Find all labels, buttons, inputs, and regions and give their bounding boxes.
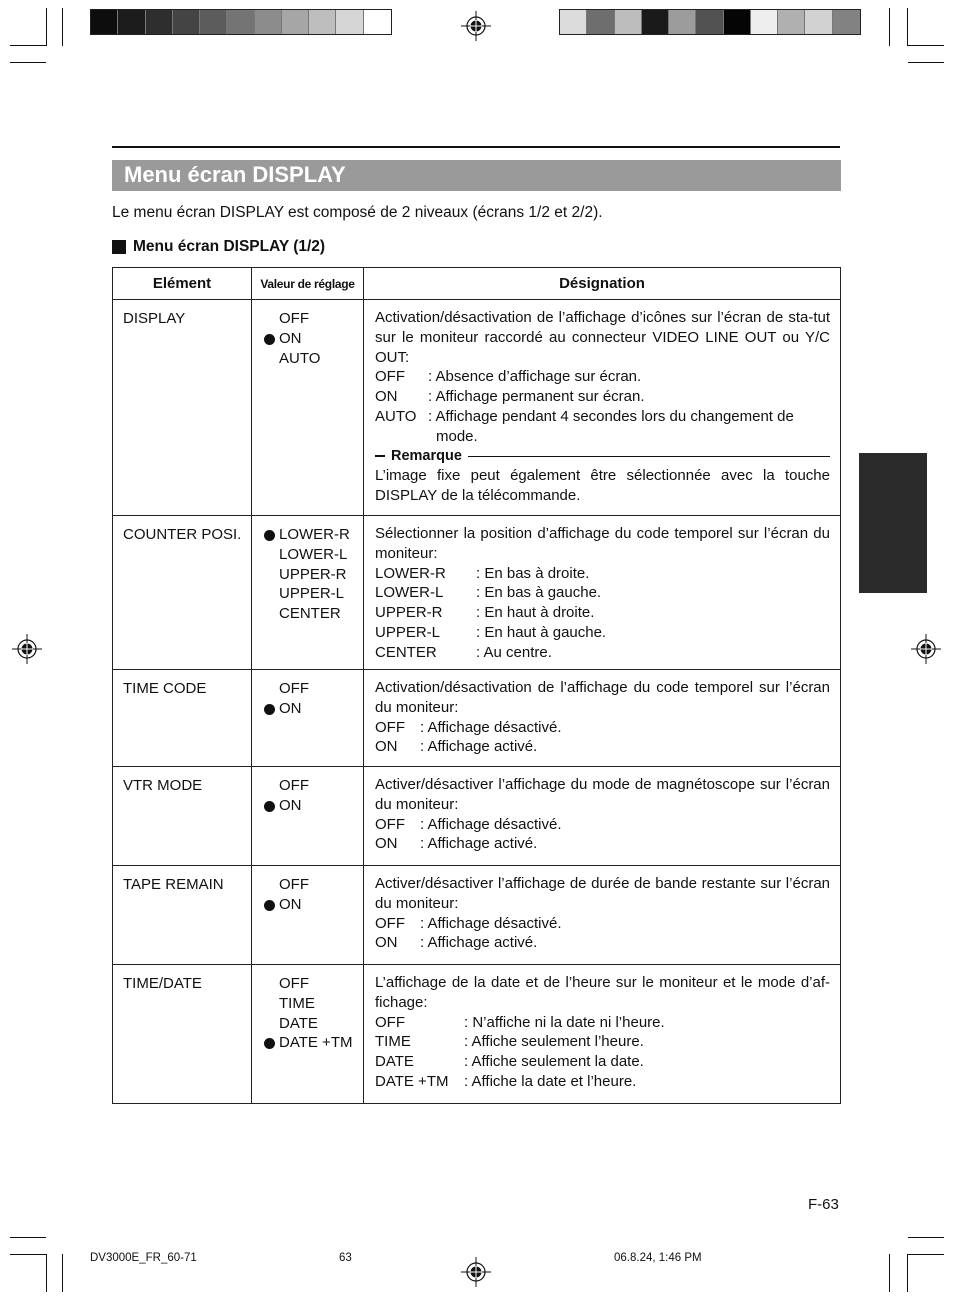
gray-swatch	[778, 10, 805, 34]
gray-swatch	[696, 10, 723, 34]
gray-swatch	[615, 10, 642, 34]
setting-value	[264, 1014, 363, 1034]
element-cell	[113, 516, 252, 670]
table-row	[113, 516, 841, 670]
gray-swatch	[642, 10, 669, 34]
setting-value-label: UPPER-L	[279, 585, 345, 603]
setting-value-label: OFF	[279, 777, 309, 794]
gray-swatch	[227, 10, 254, 34]
value-cell	[252, 516, 364, 670]
default-bullet-icon	[264, 900, 275, 911]
gray-swatch	[724, 10, 751, 34]
option-text: : En haut à droite.	[476, 604, 595, 622]
setting-value-label: OFF	[279, 680, 309, 697]
table-row	[113, 767, 841, 866]
gray-swatch	[833, 10, 860, 34]
option-description	[375, 407, 830, 447]
table-row	[113, 670, 841, 767]
default-bullet-icon	[264, 801, 275, 812]
option-key: ON	[375, 835, 398, 853]
designation-cell	[364, 670, 841, 767]
title-band	[112, 160, 841, 191]
gray-swatch	[560, 10, 587, 34]
gray-swatch	[282, 10, 309, 34]
setting-value-label: OFF	[279, 310, 309, 327]
option-text: : Affichage désactivé.	[420, 815, 562, 833]
option-description	[375, 815, 830, 835]
option-text: : Absence d’affichage sur écran.	[428, 368, 642, 386]
section-heading	[112, 238, 325, 256]
gray-swatch	[173, 10, 200, 34]
option-text: : En bas à droite.	[476, 564, 590, 582]
option-text: : Affichage activé.	[420, 738, 538, 756]
gray-swatch	[255, 10, 282, 34]
option-description	[375, 643, 830, 663]
setting-value	[264, 796, 363, 816]
designation-cell	[364, 965, 841, 1104]
option-key: CENTER	[375, 643, 437, 661]
footer-file: DV3000E_FR_60-71	[90, 1252, 197, 1264]
gray-swatch	[309, 10, 336, 34]
option-key: AUTO	[375, 407, 417, 425]
element-cell	[113, 670, 252, 767]
setting-value	[264, 525, 363, 545]
option-description	[375, 1013, 830, 1033]
setting-value-label: OFF	[279, 876, 309, 893]
left-gray-scale-bar	[90, 9, 392, 35]
value-cell	[252, 767, 364, 866]
setting-value	[264, 1033, 363, 1053]
setting-value-label: DATE +TM	[279, 1034, 353, 1052]
option-key: LOWER-L	[375, 584, 444, 602]
registration-mark-icon	[12, 634, 42, 664]
default-bullet-icon	[264, 1038, 275, 1049]
setting-value-label: ON	[279, 895, 302, 913]
setting-value	[264, 565, 363, 585]
option-key: OFF	[375, 718, 405, 736]
element-name: TIME CODE	[123, 680, 207, 697]
option-text: : Affichage désactivé.	[420, 914, 562, 932]
header-designation: Désignation	[364, 268, 841, 300]
option-key: UPPER-R	[375, 604, 443, 622]
designation-intro: L’affichage de la date et de l’heure sur le moniteur et le mode d’af-fichage:	[375, 974, 830, 1011]
gray-swatch	[364, 10, 391, 34]
option-description	[375, 914, 830, 934]
option-description	[375, 718, 830, 738]
option-key: OFF	[375, 1013, 405, 1031]
setting-value	[264, 349, 363, 369]
element-name: TAPE REMAIN	[123, 876, 224, 893]
value-cell	[252, 670, 364, 767]
menu-table	[112, 267, 841, 1104]
designation-intro: Sélectionner la position d’affichage du code temporel sur l’écran du moniteur:	[375, 525, 830, 562]
gray-swatch	[336, 10, 363, 34]
option-text: : Affichage permanent sur écran.	[428, 388, 645, 406]
option-key: ON	[375, 388, 398, 406]
option-key: DATE	[375, 1053, 414, 1071]
option-description	[375, 834, 830, 854]
option-key: ON	[375, 738, 398, 756]
gray-swatch	[146, 10, 173, 34]
setting-value	[264, 309, 363, 329]
option-key: OFF	[375, 914, 405, 932]
option-text: : Affiche la date et l’heure.	[464, 1072, 637, 1090]
element-name: COUNTER POSI.	[123, 526, 242, 543]
option-description	[375, 387, 830, 407]
gray-swatch	[118, 10, 145, 34]
option-text: : Affichage activé.	[420, 934, 538, 952]
page-number: F-63	[808, 1196, 839, 1213]
option-description	[375, 1052, 830, 1072]
setting-value-label: CENTER	[279, 605, 341, 623]
option-key: TIME	[375, 1033, 411, 1051]
option-description	[375, 737, 830, 757]
option-description	[375, 1032, 830, 1052]
gray-swatch	[91, 10, 118, 34]
value-cell	[252, 965, 364, 1104]
setting-value	[264, 584, 363, 604]
option-description	[375, 367, 830, 387]
option-text: : Affichage pendant 4 secondes lors du changement de mode.	[428, 407, 794, 445]
gray-swatch	[669, 10, 696, 34]
value-cell	[252, 300, 364, 516]
element-cell	[113, 866, 252, 965]
registration-mark-icon	[461, 11, 491, 41]
option-key: DATE +TM	[375, 1072, 449, 1090]
note-heading	[375, 447, 830, 467]
option-description	[375, 603, 830, 623]
setting-value-label: LOWER-L	[279, 545, 348, 563]
page-title: Menu écran DISPLAY	[124, 162, 346, 187]
setting-value-label: ON	[279, 796, 302, 814]
element-name: DISPLAY	[123, 310, 186, 327]
option-key: OFF	[375, 368, 405, 386]
setting-value	[264, 776, 363, 796]
option-description	[375, 933, 830, 953]
setting-value	[264, 604, 363, 624]
footer-page: 63	[339, 1252, 352, 1264]
element-name: VTR MODE	[123, 777, 203, 794]
setting-value	[264, 875, 363, 895]
designation-intro: Activer/désactiver l’affichage de durée de bande restante sur l’écran du moniteur:	[375, 875, 830, 912]
setting-value	[264, 974, 363, 994]
setting-value-label: ON	[279, 699, 302, 717]
registration-mark-icon	[911, 634, 941, 664]
table-header-row	[113, 268, 841, 300]
option-text: : Au centre.	[476, 643, 552, 661]
designation-intro: Activation/désactivation de l’affichage du code temporel sur l’écran du moniteur:	[375, 679, 830, 716]
gray-swatch	[805, 10, 832, 34]
setting-value-label: TIME	[279, 994, 315, 1012]
option-text: : Affiche seulement la date.	[464, 1053, 644, 1071]
setting-value	[264, 994, 363, 1014]
designation-cell	[364, 300, 841, 516]
footer-timestamp: 06.8.24, 1:46 PM	[614, 1252, 702, 1264]
header-value: Valeur de réglage	[252, 268, 364, 300]
table-row	[113, 965, 841, 1104]
setting-value-label: OFF	[279, 975, 309, 992]
default-bullet-icon	[264, 530, 275, 541]
value-cell	[252, 866, 364, 965]
default-bullet-icon	[264, 334, 275, 345]
registration-mark-icon	[461, 1257, 491, 1287]
gray-swatch	[751, 10, 778, 34]
setting-value-label: UPPER-R	[279, 565, 347, 583]
setting-value-label: LOWER-R	[279, 526, 350, 543]
option-description	[375, 623, 830, 643]
gray-swatch	[200, 10, 227, 34]
square-bullet-icon	[112, 240, 126, 254]
note-title: Remarque	[391, 447, 462, 464]
option-key: UPPER-L	[375, 623, 441, 641]
designation-cell	[364, 516, 841, 670]
section-title: Menu écran DISPLAY (1/2)	[133, 238, 326, 255]
option-key: LOWER-R	[375, 564, 446, 582]
gray-swatch	[587, 10, 614, 34]
element-name: TIME/DATE	[123, 975, 202, 992]
element-cell	[113, 300, 252, 516]
option-text: : Affiche seulement l’heure.	[464, 1033, 644, 1051]
option-key: ON	[375, 934, 398, 952]
option-text: : N’affiche ni la date ni l’heure.	[464, 1013, 665, 1031]
setting-value-label: AUTO	[279, 349, 321, 367]
designation-cell	[364, 866, 841, 965]
setting-value-label: DATE	[279, 1014, 318, 1032]
setting-value	[264, 329, 363, 349]
default-bullet-icon	[264, 704, 275, 715]
table-row	[113, 866, 841, 965]
option-key: OFF	[375, 815, 405, 833]
option-description	[375, 1072, 830, 1092]
option-description	[375, 583, 830, 603]
element-cell	[113, 767, 252, 866]
intro-text: Le menu écran DISPLAY est composé de 2 niveaux (écrans 1/2 et 2/2).	[112, 204, 603, 221]
designation-cell	[364, 767, 841, 866]
setting-value	[264, 679, 363, 699]
top-rule	[112, 146, 840, 148]
designation-intro: Activation/désactivation de l’affichage d’icônes sur l’écran de sta-tut sur le moniteur raccordé au connecteur VIDEO LINE OUT ou Y/C OUT:	[375, 309, 830, 366]
side-tab	[859, 453, 927, 593]
option-text: : En bas à gauche.	[476, 584, 602, 602]
right-gray-scale-bar	[559, 9, 861, 35]
option-text: : En haut à gauche.	[476, 623, 607, 641]
option-description	[375, 564, 830, 584]
setting-value	[264, 895, 363, 915]
setting-value	[264, 699, 363, 719]
table-row	[113, 300, 841, 516]
option-text: : Affichage activé.	[420, 835, 538, 853]
designation-intro: Activer/désactiver l’affichage du mode de magnétoscope sur l’écran du moniteur:	[375, 776, 830, 813]
setting-value-label: ON	[279, 329, 302, 347]
option-text: : Affichage désactivé.	[420, 718, 562, 736]
header-element: Elément	[113, 268, 252, 300]
element-cell	[113, 965, 252, 1104]
note-text: L’image fixe peut également être sélectionnée avec la touche DISPLAY de la télécommande.	[375, 467, 830, 505]
setting-value	[264, 545, 363, 565]
